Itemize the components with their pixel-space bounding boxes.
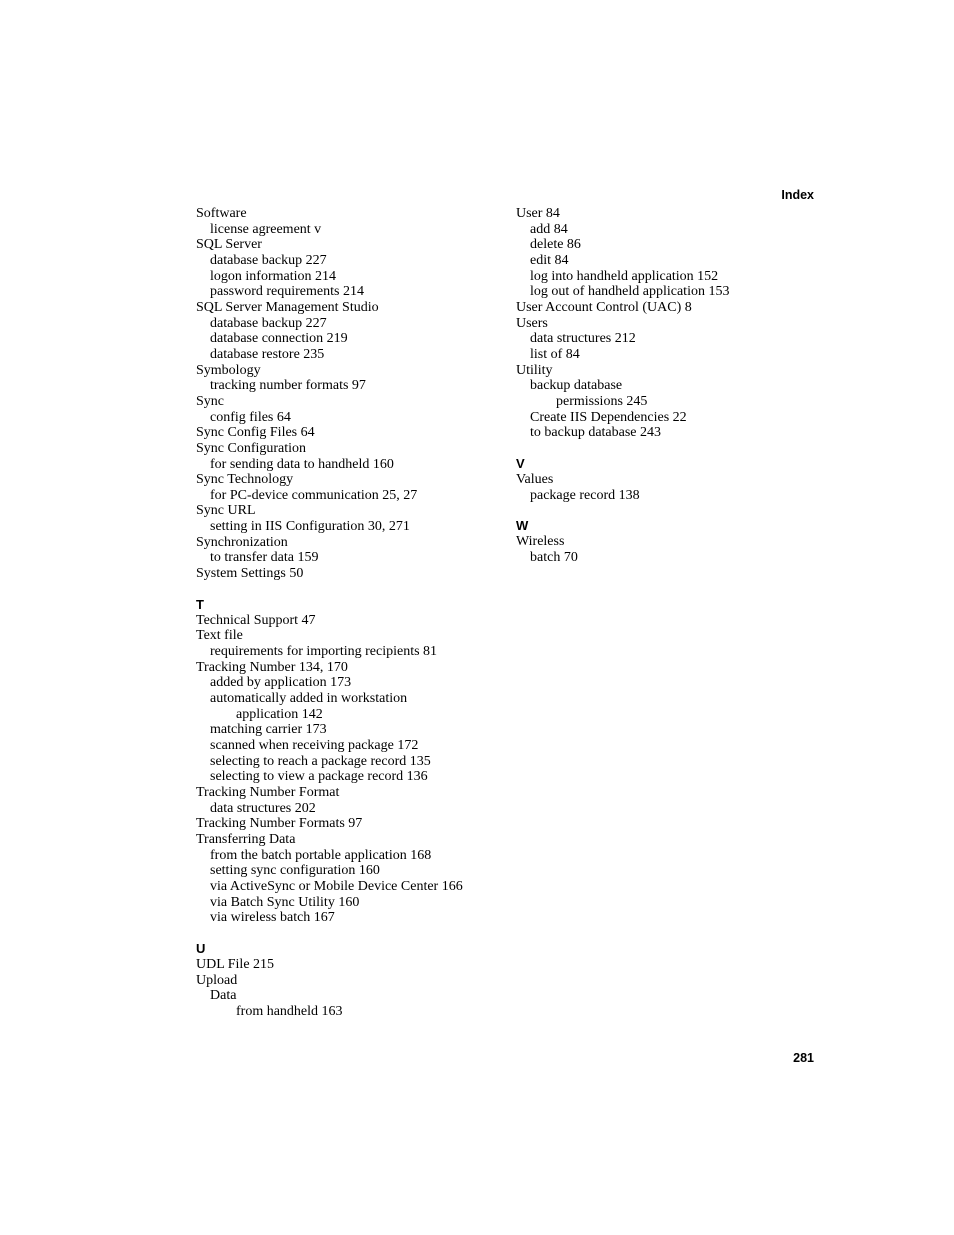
index-entry: Text file [196, 628, 243, 644]
index-subentry: backup database [530, 378, 623, 394]
running-head-title: Index [781, 188, 814, 202]
index-subentry: log out of handheld application 153 [530, 284, 730, 300]
index-subentry: license agreement v [210, 221, 322, 237]
index-entry: Sync Configuration [196, 440, 307, 456]
index-entry: Tracking Number 134, 170 [196, 659, 348, 675]
index-subentry: batch 70 [530, 549, 578, 565]
index-entry: Technical Support 47 [196, 612, 316, 628]
index-entry: Users [516, 315, 548, 331]
index-entry: User 84 [516, 206, 560, 221]
index-subentry: edit 84 [530, 252, 569, 268]
index-subentry: database backup 227 [210, 252, 327, 268]
index-entry: SQL Server Management Studio [196, 299, 379, 315]
index-entry: Sync Config Files 64 [196, 425, 315, 441]
index-subentry: scanned when receiving package 172 [210, 738, 419, 753]
index-entry: User Account Control (UAC) 8 [516, 299, 692, 315]
index-subentry: via ActiveSync or Mobile Device Center 166 [210, 878, 463, 894]
index-subentry: selecting to reach a package record 135 [210, 753, 431, 769]
page-number: 281 [793, 1051, 814, 1065]
index-subentry: Data [210, 988, 237, 1004]
index-subentry: config files 64 [210, 409, 291, 425]
index-subentry: tracking number formats 97 [210, 378, 366, 394]
index-entry: Tracking Number Format [196, 784, 340, 800]
index-subentry: add 84 [530, 221, 568, 237]
index-entry: Tracking Number Formats 97 [196, 816, 363, 832]
index-subentry: via Batch Sync Utility 160 [210, 894, 360, 910]
index-subentry: log into handheld application 152 [530, 268, 719, 284]
index-subentry: database restore 235 [210, 346, 325, 362]
index-letter-heading: U [196, 940, 206, 956]
index-entry: SQL Server [196, 237, 262, 253]
index-subentry: Create IIS Dependencies 22 [530, 409, 687, 425]
index-entry: Sync Technology [196, 472, 294, 488]
index-subentry: logon information 214 [210, 268, 336, 284]
index-entry: Sync URL [196, 503, 256, 519]
index-subentry: added by application 173 [210, 675, 352, 691]
index-column-right [516, 206, 816, 565]
index-entry: Transferring Data [196, 831, 296, 847]
index-entry: Synchronization [196, 534, 288, 550]
index-letter-heading: W [516, 518, 529, 534]
index-letter-heading: T [196, 596, 204, 612]
index-entry: System Settings 50 [196, 566, 304, 582]
index-subentry: from the batch portable application 168 [210, 847, 432, 863]
index-subentry: password requirements 214 [210, 284, 364, 300]
index-subentry: via wireless batch 167 [210, 910, 335, 926]
index-entry: UDL File 215 [196, 956, 275, 972]
index-subentry: data structures 202 [210, 800, 316, 816]
index-subentry: to transfer data 159 [210, 550, 319, 566]
index-subentry: database connection 219 [210, 331, 348, 347]
index-subentry: application 142 [236, 706, 323, 722]
index-subentry: from handheld 163 [236, 1003, 343, 1019]
index-subentry: selecting to view a package record 136 [210, 769, 428, 785]
index-entry: Wireless [516, 534, 565, 550]
index-subentry: for PC-device communication 25, 27 [210, 487, 418, 503]
index-letter-heading: V [516, 455, 525, 471]
index-subentry: automatically added in workstation [210, 691, 408, 707]
index-subentry: requirements for importing recipients 81 [210, 644, 438, 660]
index-subentry: for sending data to handheld 160 [210, 456, 394, 472]
index-subentry: data structures 212 [530, 331, 636, 347]
index-entry: Values [516, 471, 554, 487]
index-entry: Symbology [196, 362, 261, 378]
index-entry: Sync [196, 393, 224, 409]
index-column-left [196, 206, 496, 1020]
index-subentry: setting sync configuration 160 [210, 863, 380, 879]
index-entry: Upload [196, 972, 238, 988]
index-subentry: list of 84 [530, 346, 580, 362]
index-subentry: setting in IIS Configuration 30, 271 [210, 519, 410, 535]
index-subentry: package record 138 [530, 487, 640, 503]
index-subentry: to backup database 243 [530, 425, 662, 441]
index-subentry: matching carrier 173 [210, 722, 327, 738]
index-subentry: database backup 227 [210, 315, 327, 331]
index-subentry: permissions 245 [556, 393, 648, 409]
index-entry: Utility [516, 362, 553, 378]
index-entry: Software [196, 206, 247, 221]
index-subentry: delete 86 [530, 237, 581, 253]
